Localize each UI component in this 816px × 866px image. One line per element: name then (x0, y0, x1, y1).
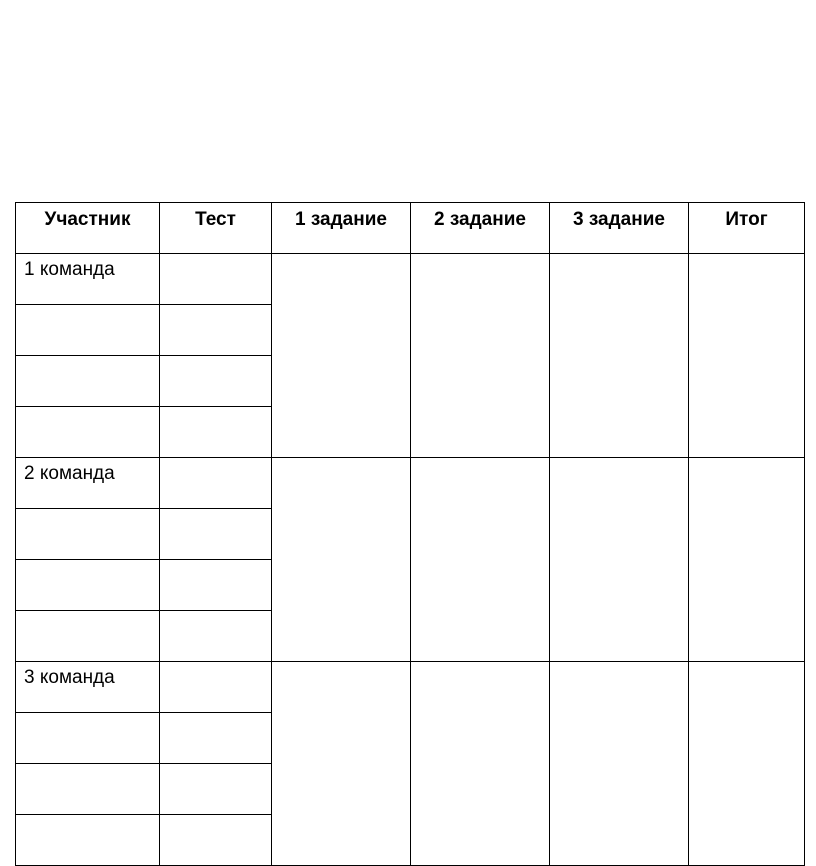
participant-cell (16, 560, 160, 611)
team-1-name: 1 команда (16, 254, 160, 305)
team-3-task-3-cell (550, 662, 689, 866)
participant-cell (16, 509, 160, 560)
team-3-name: 3 команда (16, 662, 160, 713)
header-participant: Участник (16, 203, 160, 254)
test-cell (160, 356, 272, 407)
header-task-3: 3 задание (550, 203, 689, 254)
test-cell (160, 713, 272, 764)
team-2-task-1-cell (272, 458, 411, 662)
header-test: Тест (160, 203, 272, 254)
team-3-task-1-cell (272, 662, 411, 866)
header-task-2: 2 задание (411, 203, 550, 254)
team-1-total-cell (689, 254, 805, 458)
test-cell (160, 305, 272, 356)
team-2-task-2-cell (411, 458, 550, 662)
table-row (16, 662, 805, 713)
participant-cell (16, 815, 160, 866)
test-cell (160, 815, 272, 866)
table-row (16, 254, 805, 305)
test-cell (160, 764, 272, 815)
test-cell (160, 611, 272, 662)
team-1-task-2-cell (411, 254, 550, 458)
team-2-total-cell (689, 458, 805, 662)
test-cell (160, 509, 272, 560)
test-cell (160, 662, 272, 713)
participant-cell (16, 356, 160, 407)
participant-cell (16, 713, 160, 764)
team-2-task-3-cell (550, 458, 689, 662)
team-3-task-2-cell (411, 662, 550, 866)
score-table (15, 202, 805, 866)
participant-cell (16, 764, 160, 815)
team-2-name: 2 команда (16, 458, 160, 509)
team-1-task-1-cell (272, 254, 411, 458)
team-1-task-3-cell (550, 254, 689, 458)
header-total: Итог (689, 203, 805, 254)
participant-cell (16, 611, 160, 662)
test-cell (160, 407, 272, 458)
participant-cell (16, 407, 160, 458)
table-row (16, 458, 805, 509)
header-task-1: 1 задание (272, 203, 411, 254)
team-3-total-cell (689, 662, 805, 866)
header-row (16, 203, 805, 254)
test-cell (160, 254, 272, 305)
participant-cell (16, 305, 160, 356)
test-cell (160, 458, 272, 509)
test-cell (160, 560, 272, 611)
